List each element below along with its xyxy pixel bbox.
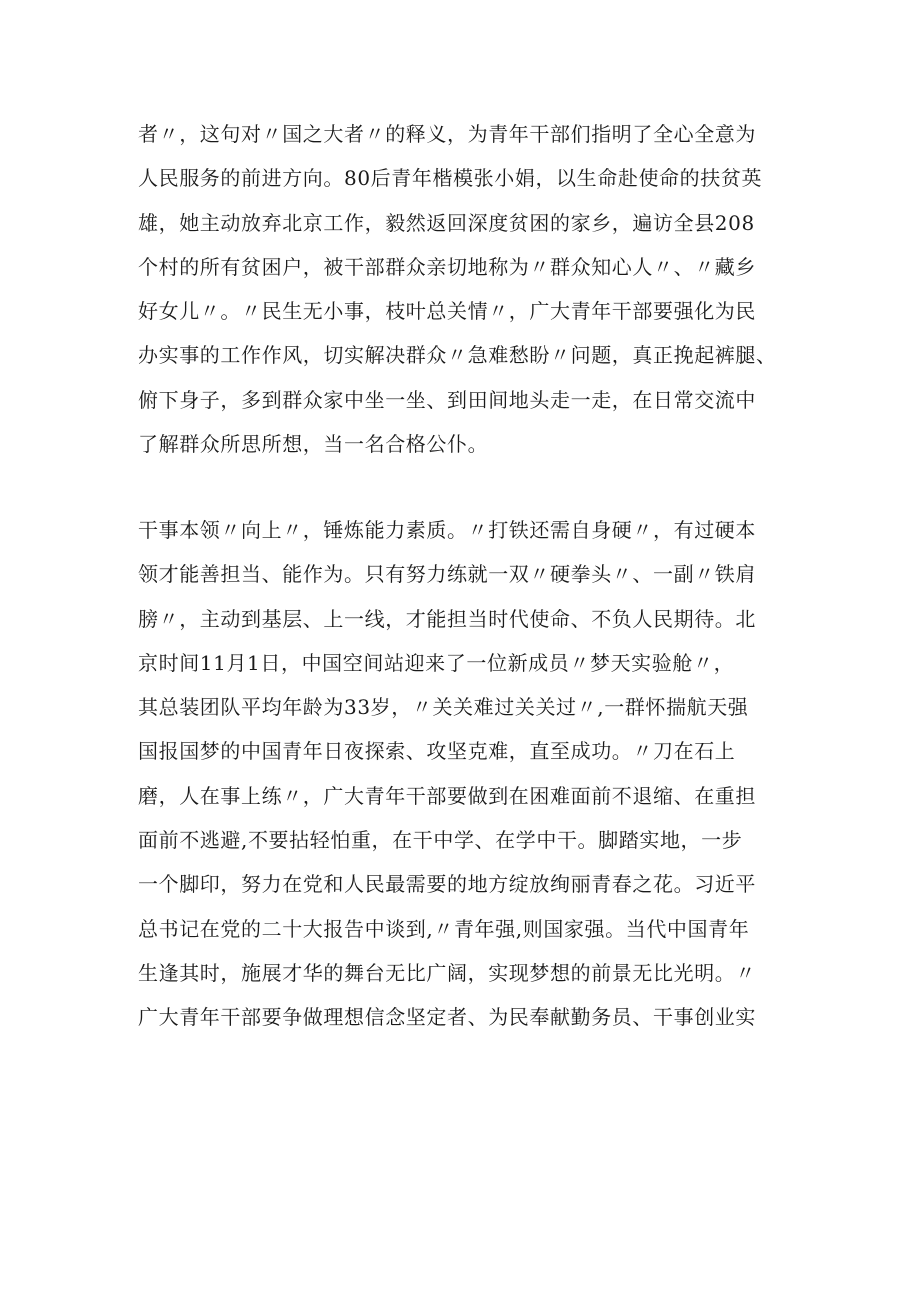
text-line: 总书记在党的二十大报告中谈到,〃青年强,则国家强。当代中国青年 bbox=[138, 916, 750, 941]
text-line: 一个脚印，努力在党和人民最需要的地方绽放绚丽青春之花。习近平 bbox=[138, 872, 756, 897]
paragraph-ability-quality bbox=[138, 508, 798, 1040]
text-line: 磨，人在事上练〃，广大青年干部要做到在困难面前不退缩、在重担 bbox=[138, 783, 756, 808]
text-line: 国报国梦的中国青年日夜探索、攻坚克难，直至成功。〃刀在石上 bbox=[138, 739, 736, 764]
text-line: 俯下身子，多到群众家中坐一坐、到田间地头走一走，在日常交流中 bbox=[138, 387, 756, 412]
text-line: 了解群众所思所想，当一名合格公仆。 bbox=[138, 432, 489, 457]
text-line: 领才能善担当、能作为。只有努力练就一双〃硬拳头〃、一副〃铁肩 bbox=[138, 562, 756, 587]
text-line: 生逢其时，施展才华的舞台无比广阔，实现梦想的前景无比光明。〃 bbox=[138, 960, 756, 985]
text-line: 面前不逃避,不要拈轻怕重，在干中学、在学中干。脚踏实地，一步 bbox=[138, 828, 743, 853]
text-line: 人民服务的前进方向。80后青年楷模张小娟，以生命赴使命的扶贫英 bbox=[138, 166, 763, 191]
text-line: 个村的所有贫困户，被干部群众亲切地称为〃群众知心人〃、〃藏乡 bbox=[138, 254, 756, 279]
text-line: 广大青年干部要争做理想信念坚定者、为民奉献勤务员、干事创业实 bbox=[138, 1005, 756, 1030]
paragraph-service-to-people bbox=[138, 112, 798, 466]
text-line: 雄，她主动放弃北京工作，毅然返回深度贫困的家乡，遍访全县208 bbox=[138, 210, 755, 235]
text-line: 膀〃，主动到基层、上一线，才能担当时代使命、不负人民期待。北 bbox=[138, 606, 756, 631]
text-line: 好女儿〃。〃民生无小事，枝叶总关情〃，广大青年干部要强化为民 bbox=[138, 299, 756, 324]
text-line: 者〃，这句对〃国之大者〃的释义，为青年干部们指明了全心全意为 bbox=[138, 122, 756, 146]
text-line: 干事本领〃向上〃，锤炼能力素质。〃打铁还需自身硬〃，有过硬本 bbox=[138, 518, 756, 542]
text-line: 京时间11月1日，中国空间站迎来了一位新成员〃梦天实验舱〃， bbox=[138, 650, 735, 675]
text-line: 其总装团队平均年龄为33岁，〃关关难过关关过〃,一群怀揣航天强 bbox=[138, 695, 749, 720]
text-line: 办实事的工作作风，切实解决群众〃急难愁盼〃问题，真正挽起裤腿、 bbox=[138, 343, 777, 368]
